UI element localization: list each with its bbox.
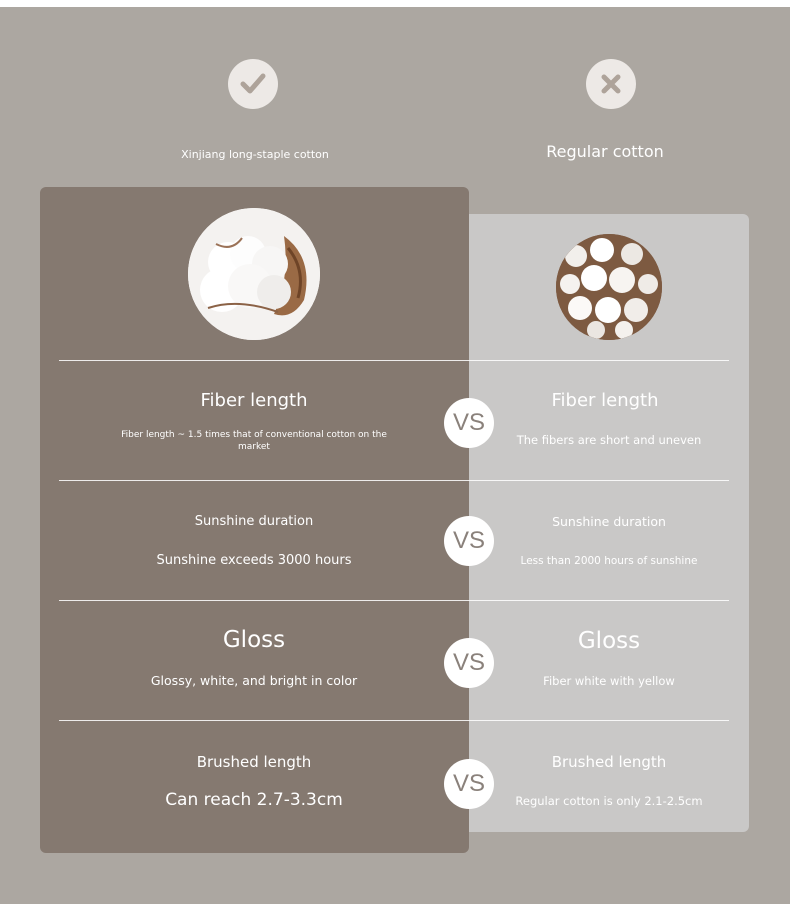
long-staple-cotton-image: [188, 208, 320, 340]
right-row-desc: Regular cotton is only 2.1-2.5cm: [515, 794, 703, 808]
vs-badge: VS: [444, 516, 494, 566]
left-header-label: Xinjiang long-staple cotton: [181, 148, 329, 161]
right-row-desc: The fibers are short and uneven: [516, 433, 702, 447]
right-row-desc: Less than 2000 hours of sunshine: [520, 555, 698, 567]
cross-icon: [586, 59, 636, 109]
vs-badge: VS: [444, 638, 494, 688]
check-icon: [228, 59, 278, 109]
comparison-panel: [0, 7, 790, 904]
left-row-title: Gloss: [222, 627, 286, 653]
vs-badge: VS: [444, 759, 494, 809]
right-row-title: Brushed length: [551, 753, 667, 771]
vs-badge: VS: [444, 398, 494, 448]
right-row-title: Gloss: [577, 628, 641, 654]
row-divider: [59, 720, 729, 721]
left-row-desc: Sunshine exceeds 3000 hours: [156, 553, 352, 568]
left-row-title: Sunshine duration: [194, 514, 314, 529]
regular-cotton-image: [556, 234, 662, 340]
left-row-desc: Fiber length ~ 1.5 times that of conventional cotton on the market: [121, 430, 387, 452]
left-row-desc: Can reach 2.7-3.3cm: [165, 790, 343, 810]
right-row-title: Sunshine duration: [552, 514, 666, 529]
row-divider: [59, 480, 729, 481]
row-divider: [59, 600, 729, 601]
right-row-desc: Fiber white with yellow: [543, 674, 675, 688]
left-row-desc: Glossy, white, and bright in color: [150, 673, 358, 688]
left-row-title: Fiber length: [200, 390, 308, 411]
right-header-label: Regular cotton: [546, 142, 664, 161]
right-row-title: Fiber length: [551, 390, 659, 411]
row-divider: [59, 360, 729, 361]
left-row-title: Brushed length: [196, 753, 312, 771]
